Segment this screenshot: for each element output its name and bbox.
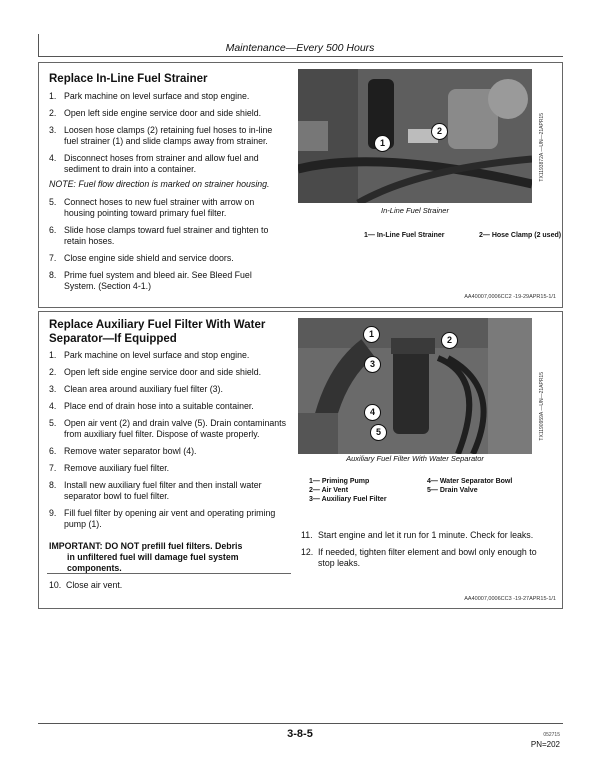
- header-rule: [38, 56, 563, 57]
- page-header-title: Maintenance—Every 500 Hours: [225, 42, 375, 54]
- figure-legend-item: 1— In-Line Fuel Strainer: [364, 232, 445, 239]
- section-title: Replace Auxiliary Fuel Filter With Water Separator—If Equipped: [49, 319, 266, 345]
- footer-rule: [38, 723, 563, 724]
- callout-3: 3: [364, 356, 381, 373]
- step-list: [49, 91, 285, 181]
- figure-legend: 4— Water Separator Bowl 5— Drain Valve: [427, 478, 513, 494]
- callout-5: 5: [370, 424, 387, 441]
- step-list: [301, 530, 546, 575]
- important-notice: IMPORTANT: DO NOT prefill fuel filters. Debris in unfiltered fuel will damage fuel system components.: [49, 541, 243, 573]
- figure-legend: 1— Priming Pump 2— Air Vent 3— Auxiliary Fuel Filter: [309, 478, 387, 503]
- step-item: 5. Connect hoses to new fuel strainer with arrow on housing pointing toward primary fuel filter.: [49, 197, 255, 218]
- note: NOTE: Fuel flow direction is marked on strainer housing.: [49, 179, 270, 189]
- callout-2: 2: [431, 123, 448, 140]
- step-item: 11. Start engine and let it run for 1 minute. Check for leaks.: [301, 530, 534, 540]
- figure-caption: Auxiliary Fuel Filter With Water Separator: [346, 454, 484, 463]
- step-item: 5. Open air vent (2) and drain valve (5). Drain contaminants from auxiliary fuel filter. Dispose of waste properly.: [49, 418, 286, 439]
- fuel-strainer-illustration: [298, 69, 532, 203]
- step-item: 8. Install new auxiliary fuel filter and then install water separator bowl to fuel filter.: [49, 480, 262, 501]
- section-inline-fuel-strainer: [38, 62, 563, 308]
- step-item: 7. Close engine side shield and service doors.: [49, 253, 234, 263]
- callout-4: 4: [364, 404, 381, 421]
- page-number: 3-8-5: [287, 728, 313, 740]
- pn-number: PN=202: [530, 740, 560, 749]
- step-item: 3. Loosen hose clamps (2) retaining fuel hoses to in-line fuel strainer (1) and slide clamps away from strainer.: [49, 125, 273, 146]
- section-title: Replace In-Line Fuel Strainer: [49, 73, 208, 85]
- auxiliary-filter-photo: [298, 318, 532, 454]
- step-item: 7. Remove auxiliary fuel filter.: [49, 463, 170, 473]
- step-item: 1. Park machine on level surface and stop engine.: [49, 350, 250, 360]
- step-item: 6. Slide hose clamps toward fuel strainer and tighten to retain hoses.: [49, 225, 269, 246]
- figure-legend-item: 2— Hose Clamp (2 used): [479, 232, 562, 239]
- footer-code: 052715: [543, 732, 560, 738]
- auxiliary-filter-illustration: [298, 318, 532, 454]
- callout-1: 1: [374, 135, 391, 152]
- section-auxiliary-fuel-filter: [38, 311, 563, 609]
- reference-code: AA40007,0006CC2 -19-29APR15-1/1: [464, 294, 556, 300]
- divider: [47, 573, 291, 574]
- step-item: 9. Fill fuel filter by opening air vent and operating priming pump (1).: [49, 508, 276, 529]
- reference-code: AA40007,0006CC3 -19-27APR15-1/1: [464, 596, 556, 602]
- step-item: 4. Place end of drain hose into a suitable container.: [49, 401, 254, 411]
- step-list: [49, 197, 285, 298]
- step-item: 1. Park machine on level surface and stop engine.: [49, 91, 250, 101]
- fuel-strainer-photo: [298, 69, 532, 203]
- figure-caption: In-Line Fuel Strainer: [381, 206, 449, 215]
- step-item: 10. Close air vent.: [49, 580, 123, 590]
- step-item: 4. Disconnect hoses from strainer and allow fuel and sediment to drain into a container.: [49, 153, 259, 174]
- figure-id: TX1193872A —UN—21APR15: [539, 113, 545, 182]
- step-item: 12. If needed, tighten filter element and bowl only enough to stop leaks.: [301, 547, 537, 568]
- step-list: [49, 580, 289, 597]
- step-item: 2. Open left side engine service door and side shield.: [49, 367, 262, 377]
- figure-id: TX1190959A —UN—21APR15: [539, 372, 545, 441]
- step-list: [49, 350, 289, 536]
- step-item: 8. Prime fuel system and bleed air. See Bleed Fuel System. (Section 4-1.): [49, 270, 252, 291]
- step-item: 6. Remove water separator bowl (4).: [49, 446, 197, 456]
- callout-1: 1: [363, 326, 380, 343]
- callout-2: 2: [441, 332, 458, 349]
- step-item: 2. Open left side engine service door and side shield.: [49, 108, 262, 118]
- step-item: 3. Clean area around auxiliary fuel filter (3).: [49, 384, 223, 394]
